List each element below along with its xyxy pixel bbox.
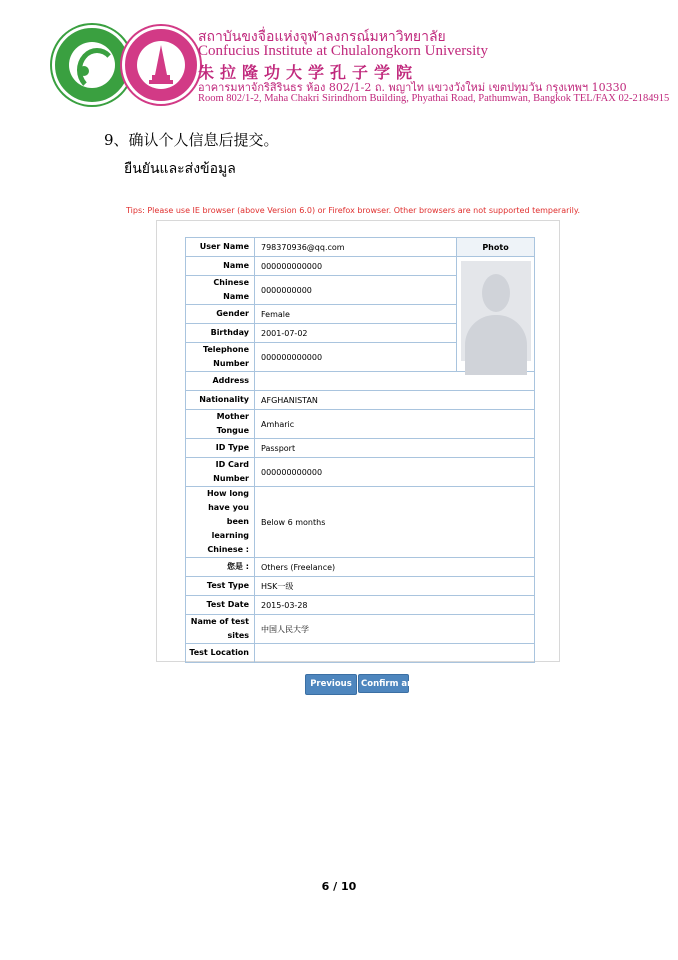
field-value: 中国人民大学 <box>255 615 535 644</box>
page-number: 6 / 10 <box>321 880 357 893</box>
table-row <box>186 615 535 644</box>
field-label: How long have you been learning Chinese : <box>186 487 255 558</box>
address-thai: อาคารมหาจักริสิรินธร ห้อง 802/1-2 ถ. พญาไท แขวงวังใหม่ เขตปทุมวัน กรุงเทพฯ 10330 <box>198 81 627 94</box>
field-value: Amharic <box>255 410 535 439</box>
avatar-placeholder-icon <box>461 261 531 361</box>
field-value: 000000000000 <box>255 458 535 487</box>
field-label: Address <box>186 372 255 391</box>
table-row <box>186 644 535 663</box>
field-value <box>255 644 535 663</box>
field-value: Below 6 months <box>255 487 535 558</box>
photo-header: Photo <box>457 238 535 257</box>
table-row <box>186 439 535 458</box>
table-row <box>186 410 535 439</box>
field-label: 您是 : <box>186 558 255 577</box>
step-title: 9、确认个人信息后提交。 <box>104 131 279 149</box>
chulalongkorn-ci-logo <box>122 26 200 104</box>
photo-cell <box>457 257 535 372</box>
field-value: 0000000000 <box>255 276 457 305</box>
table-row <box>186 238 535 257</box>
field-label: ID Card Number <box>186 458 255 487</box>
field-label: Nationality <box>186 391 255 410</box>
field-label: Mother Tongue <box>186 410 255 439</box>
field-value: Female <box>255 305 457 324</box>
field-value: Passport <box>255 439 535 458</box>
table-row <box>186 577 535 596</box>
table-row <box>186 257 535 276</box>
personal-info-table <box>185 237 535 663</box>
field-label: Test Type <box>186 577 255 596</box>
field-label: Name of test sites <box>186 615 255 644</box>
field-value: 2001-07-02 <box>255 324 457 343</box>
field-label: Gender <box>186 305 255 324</box>
field-value: 798370936@qq.com <box>255 238 457 257</box>
institute-chinese-name: 朱拉隆功大学孔子学院 <box>198 63 419 82</box>
field-value: AFGHANISTAN <box>255 391 535 410</box>
table-row <box>186 596 535 615</box>
field-label: Name <box>186 257 255 276</box>
field-value: Others (Freelance) <box>255 558 535 577</box>
address-english: Room 802/1-2, Maha Chakri Sirindhorn Building, Phyathai Road, Pathumwan, Bangkok TEL/FAX 02-2184915 <box>198 93 670 104</box>
field-label: ID Type <box>186 439 255 458</box>
field-label: Chinese Name <box>186 276 255 305</box>
field-value: HSK一级 <box>255 577 535 596</box>
field-value: 2015-03-28 <box>255 596 535 615</box>
field-label: User Name <box>186 238 255 257</box>
confucius-institute-logo <box>52 25 132 105</box>
browser-tips: Tips: Please use IE browser (above Version 6.0) or Firefox browser. Other browsers are not supported temperarily. <box>126 206 580 215</box>
field-value: 000000000000 <box>255 343 457 372</box>
pagoda-icon <box>147 45 175 85</box>
institute-english-name: Confucius Institute at Chulalongkorn University <box>198 43 488 59</box>
field-label: Test Date <box>186 596 255 615</box>
step-subtitle: ยืนยันและส่งข้อมูล <box>124 161 236 177</box>
field-label: Telephone Number <box>186 343 255 372</box>
field-value: 000000000000 <box>255 257 457 276</box>
previous-button[interactable]: Previous <box>305 674 357 695</box>
field-label: Test Location <box>186 644 255 663</box>
table-row <box>186 487 535 558</box>
institute-thai-name: สถาบันขงจื่อแห่งจุฬาลงกรณ์มหาวิทยาลัย <box>198 29 446 45</box>
table-row <box>186 391 535 410</box>
field-label: Birthday <box>186 324 255 343</box>
table-row <box>186 458 535 487</box>
table-row <box>186 558 535 577</box>
confirm-button[interactable]: Confirm and <box>358 674 409 693</box>
